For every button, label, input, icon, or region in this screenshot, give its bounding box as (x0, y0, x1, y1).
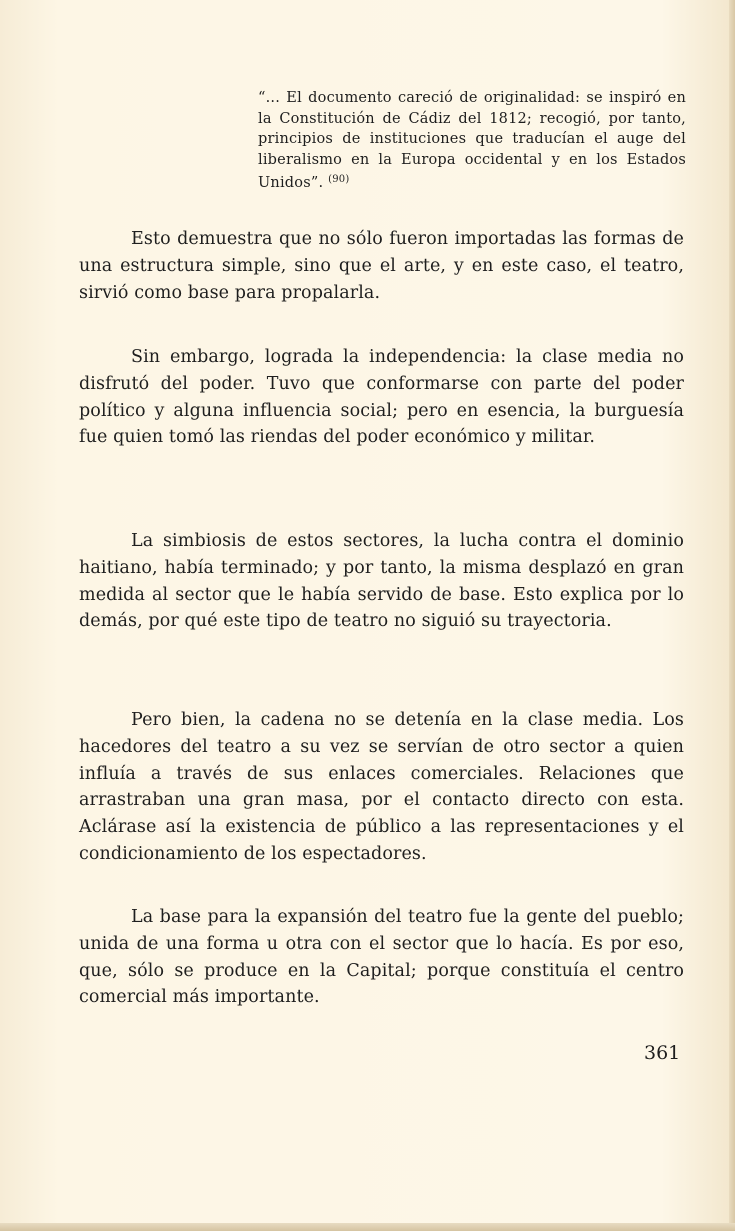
paragraph-4: Pero bien, la cadena no se detenía en la clase media. Los hacedores del teatro a su vez se servían de otro sector a quien influía a través de sus enlaces comerciales. Relaciones que arrastraban una gran masa, por el contacto directo con esta. Aclárase así la existencia de público a las representaciones y el condicionamiento de los espectadores. (79, 710, 684, 864)
block-quote (258, 88, 686, 194)
quote-text: “... El documento careció de originalidad: se inspiró en la Constitución de Cádiz del 1812; recogió, por tanto, principios de instituciones que traducían el auge del liberalismo en la Europa occidental y en los Estados Unidos”. (258, 90, 686, 192)
paragraph-5: La base para la expansión del teatro fue la gente del pueblo; unida de una forma u otra con el sector que lo hacía. Es por eso, que, sólo se produce en la Capital; porque constituía el centro comercial más importante. (79, 907, 684, 1008)
paragraph-3: La simbiosis de estos sectores, la lucha contra el dominio haitiano, había terminado; y por tanto, la misma desplazó en gran medida al sector que le había servido de base. Esto explica por lo demás, por qué este tipo de teatro no siguió su trayectoria. (79, 531, 684, 632)
footnote-reference: (90) (328, 174, 350, 186)
page-bottom-edge (0, 1223, 735, 1231)
page-right-edge (729, 0, 735, 1231)
page-number: 361 (644, 1042, 681, 1064)
paragraph-2: Sin embargo, lograda la independencia: la clase media no disfrutó del poder. Tuvo que conformarse con parte del poder político y alguna influencia social; pero en esencia, la burguesía fue quien tomó las riendas del poder económico y militar. (79, 347, 684, 448)
paragraph-1: Esto demuestra que no sólo fueron importadas las formas de una estructura simple, sino que el arte, y en este caso, el teatro, sirvió como base para propalarla. (79, 229, 684, 303)
